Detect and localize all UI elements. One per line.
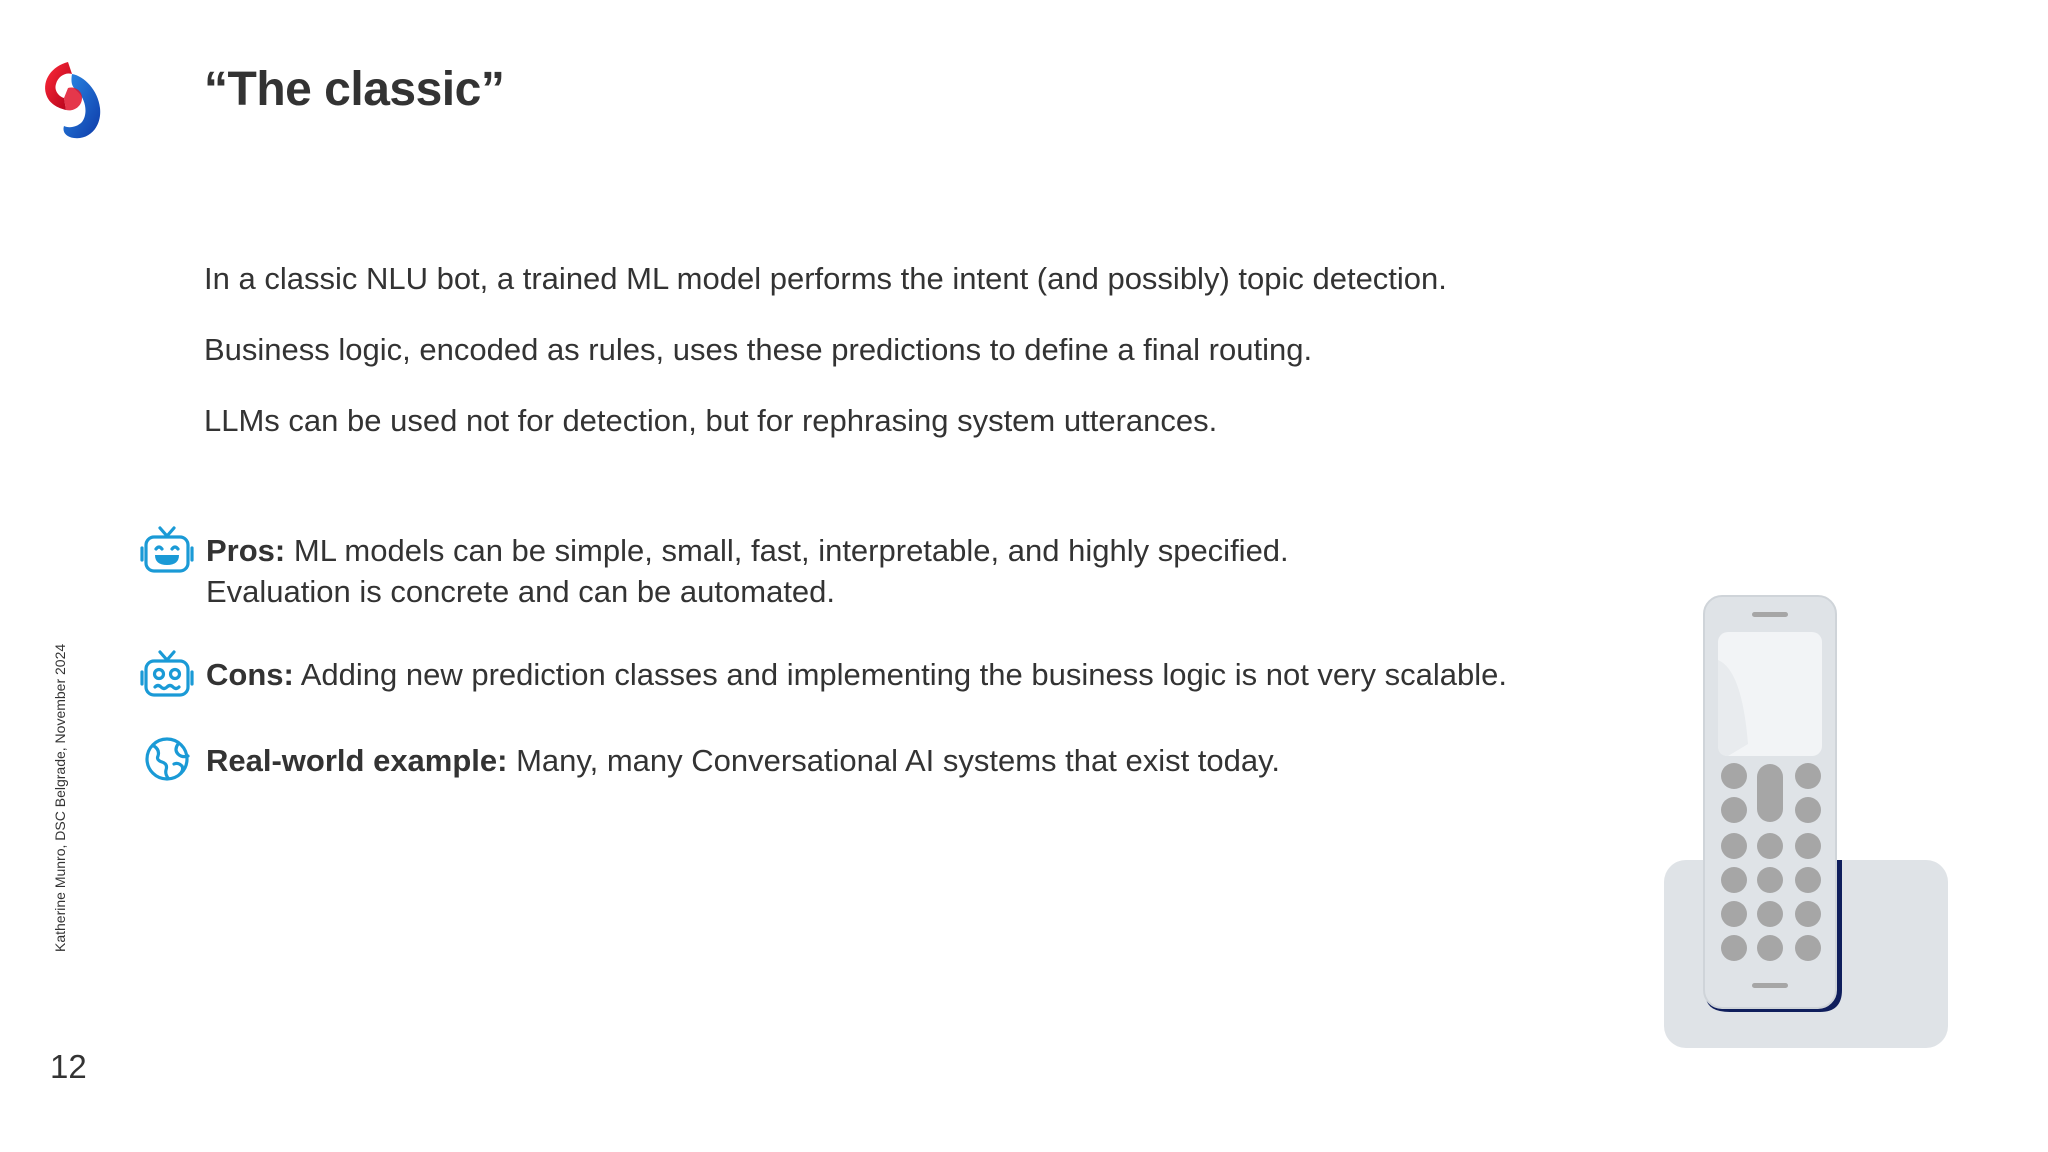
happy-robot-icon xyxy=(140,524,194,578)
cons-label: Cons: xyxy=(206,657,294,692)
pros-label: Pros: xyxy=(206,533,286,568)
swisscom-logo xyxy=(38,56,108,142)
cons-line: Adding new prediction classes and implementing the business logic is not very scalable. xyxy=(300,657,1507,692)
cordless-phone-illustration xyxy=(1664,590,1954,1050)
pros-text xyxy=(206,530,1289,612)
speaker-slot xyxy=(1752,612,1788,617)
worried-robot-icon xyxy=(140,648,194,702)
intro-paragraphs xyxy=(204,260,1604,473)
intro-paragraph-3: LLMs can be used not for detection, but for rephrasing system utterances. xyxy=(204,403,1218,438)
pros-line-2: Evaluation is concrete and can be automated. xyxy=(206,574,836,609)
side-credit: Katherine Munro, DSC Belgrade, November 2024 xyxy=(52,643,68,952)
real-world-label: Real-world example: xyxy=(206,743,508,778)
slide-title: “The classic” xyxy=(204,63,505,116)
cons-text xyxy=(206,654,1507,695)
pros-line-1: ML models can be simple, small, fast, interpretable, and highly specified. xyxy=(293,533,1289,568)
globe-icon xyxy=(140,734,194,788)
real-world-text xyxy=(206,740,1280,781)
real-world-line: Many, many Conversational AI systems that exist today. xyxy=(516,743,1280,778)
page-number: 12 xyxy=(50,1048,87,1085)
intro-paragraph-2: Business logic, encoded as rules, uses these predictions to define a final routing. xyxy=(204,332,1313,367)
mic-slot xyxy=(1752,983,1788,988)
intro-paragraph-1: In a classic NLU bot, a trained ML model performs the intent (and possibly) topic detection. xyxy=(204,261,1447,296)
